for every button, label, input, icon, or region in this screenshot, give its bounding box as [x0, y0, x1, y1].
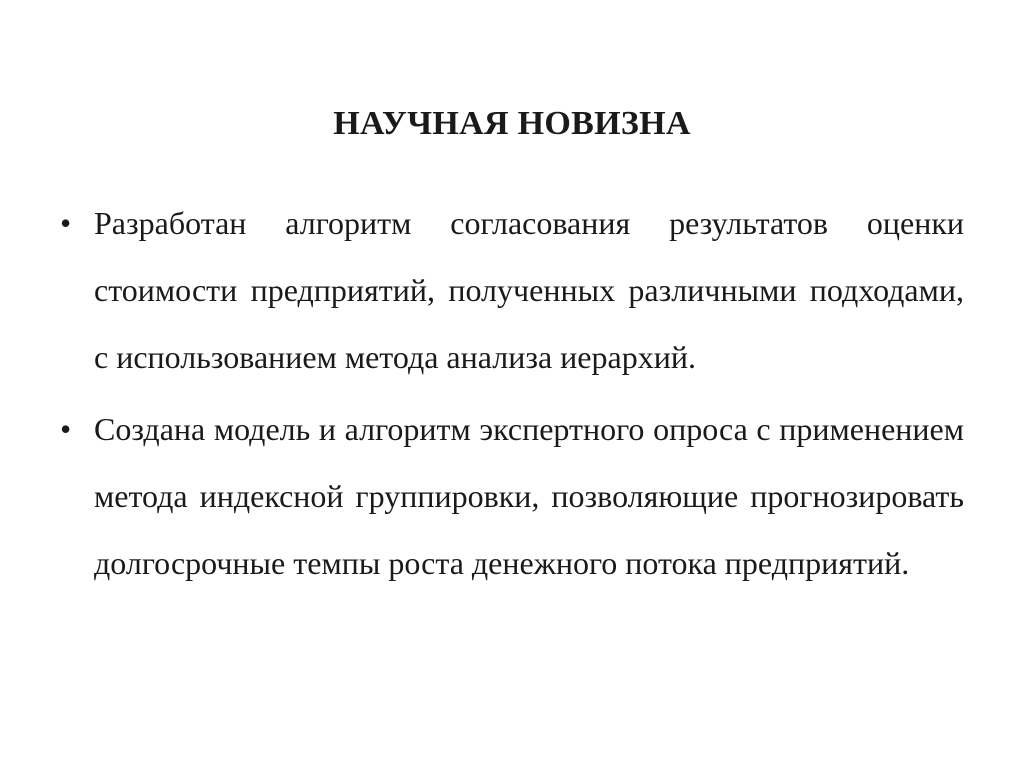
bullet-item-algorithm [60, 190, 964, 391]
bullet-text: Разработан алгоритм согласования результатов оценки стоимости предприятий, полученных различными подходами, с использованием метода анализа иерархий. [94, 205, 964, 375]
bullet-icon: • [60, 205, 72, 241]
slide-title: НАУЧНАЯ НОВИЗНА [333, 105, 691, 142]
bullet-list [60, 190, 964, 602]
bullet-item-model [60, 396, 964, 597]
bullet-icon: • [60, 411, 72, 447]
bullet-text: Создана модель и алгоритм экспертного опроса с применением метода индексной группировки, позволяющие прогнозировать долгосрочные темпы роста денежного потока предприятий. [94, 411, 964, 581]
